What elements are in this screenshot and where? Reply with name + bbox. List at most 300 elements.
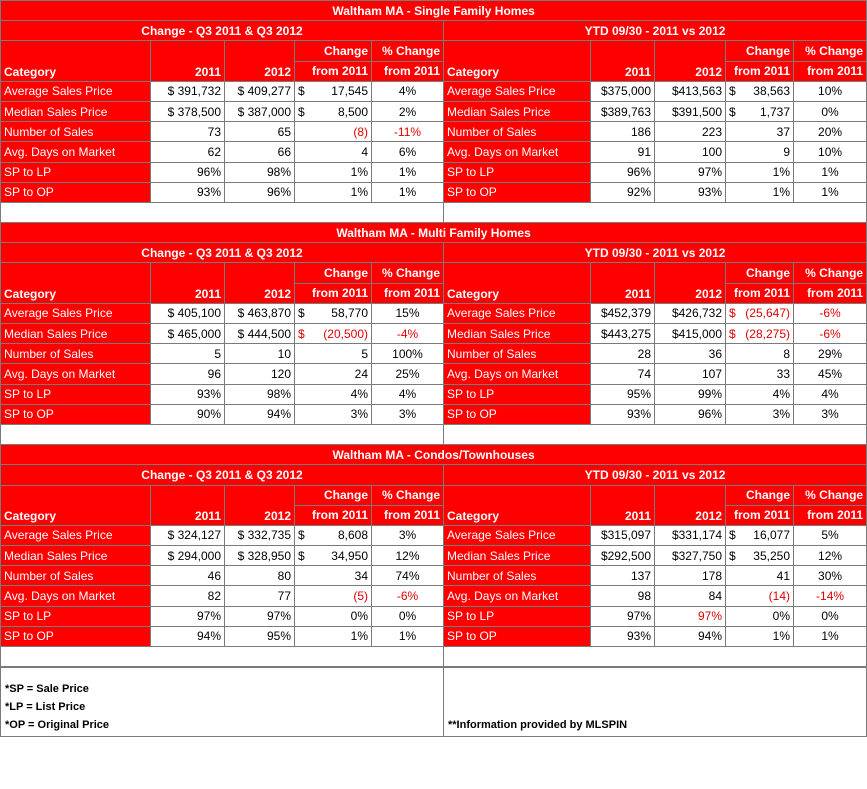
row-label-left: Average Sales Price: [1, 525, 151, 545]
value-2012-right: 36: [655, 344, 726, 364]
pct-change-left: -6%: [372, 586, 444, 606]
row-label-left: SP to LP: [1, 162, 151, 182]
change-left: [295, 182, 372, 202]
pct-change-right: 29%: [794, 344, 867, 364]
value-2012-left: 65: [225, 122, 295, 142]
column-header-pct-change: % Change: [794, 41, 867, 61]
column-header-2012: 2012: [655, 41, 726, 81]
row-label-left: Avg. Days on Market: [1, 586, 151, 606]
change-value: 4: [361, 144, 368, 159]
currency-symbol: $: [298, 326, 305, 341]
pct-change-right: 20%: [794, 122, 867, 142]
value-2012-left: $ 328,950: [225, 546, 295, 566]
change-left: [295, 525, 372, 545]
change-left: [295, 364, 372, 384]
value-2011-left: 96: [151, 364, 225, 384]
row-label-left: SP to LP: [1, 606, 151, 626]
pct-change-left: 2%: [372, 101, 444, 121]
spacer-cell-left: [1, 202, 444, 222]
left-subtitle: Change - Q3 2011 & Q3 2012: [1, 243, 444, 263]
note-lp: *LP = List Price: [5, 701, 86, 714]
value-2011-left: $ 465,000: [151, 324, 225, 344]
pct-change-right: 1%: [794, 626, 867, 646]
value-2012-right: $415,000: [655, 324, 726, 344]
change-value: 41: [776, 568, 790, 583]
value-2011-left: 46: [151, 566, 225, 586]
spacer-cell-left: [1, 647, 444, 667]
column-header-pct-from: from 2011: [794, 505, 867, 525]
pct-change-left: 4%: [372, 81, 444, 101]
right-subtitle: YTD 09/30 - 2011 vs 2012: [444, 465, 867, 485]
value-2012-right: 107: [655, 364, 726, 384]
pct-change-left: 100%: [372, 344, 444, 364]
currency-symbol: $: [729, 84, 736, 99]
change-right: [726, 404, 794, 424]
column-header-category: Category: [444, 263, 591, 303]
value-2011-right: 93%: [591, 626, 655, 646]
column-header-change: Change: [295, 485, 372, 505]
change-value: 1,737: [759, 104, 790, 119]
column-header-change-from: from 2011: [295, 505, 372, 525]
pct-change-left: 25%: [372, 364, 444, 384]
value-2012-left: 96%: [225, 182, 295, 202]
value-2011-left: 82: [151, 586, 225, 606]
change-left: [295, 566, 372, 586]
table-row: [1, 546, 867, 566]
pct-change-left: 0%: [372, 606, 444, 626]
change-value: 34: [354, 568, 368, 583]
column-header-pct-change: % Change: [794, 485, 867, 505]
column-header-2011: 2011: [591, 263, 655, 303]
pct-change-right: -6%: [794, 324, 867, 344]
change-right: [726, 546, 794, 566]
change-value: 9: [783, 144, 790, 159]
pct-change-right: -14%: [794, 586, 867, 606]
change-left: [295, 546, 372, 566]
change-value: 17,545: [331, 84, 368, 99]
change-left: [295, 606, 372, 626]
change-value: (5): [353, 589, 368, 604]
table-row: [1, 182, 867, 202]
column-header-change: Change: [726, 263, 794, 283]
value-2011-left: 62: [151, 142, 225, 162]
change-right: [726, 606, 794, 626]
value-2011-left: 93%: [151, 182, 225, 202]
value-2012-right: 97%: [655, 606, 726, 626]
currency-symbol: $: [729, 528, 736, 543]
change-value: 1%: [350, 629, 368, 644]
table-row: [1, 364, 867, 384]
spacer-cell-right: [444, 202, 867, 222]
row-label-right: SP to OP: [444, 404, 591, 424]
value-2011-right: $452,379: [591, 303, 655, 323]
value-2011-left: $ 378,500: [151, 101, 225, 121]
value-2012-left: $ 409,277: [225, 81, 295, 101]
column-header-2012: 2012: [655, 485, 726, 525]
column-header-2012: 2012: [225, 41, 295, 81]
value-2012-right: 97%: [655, 162, 726, 182]
column-header-category: Category: [444, 41, 591, 81]
column-header-pct-change: % Change: [794, 263, 867, 283]
pct-change-right: 12%: [794, 546, 867, 566]
value-2011-left: $ 391,732: [151, 81, 225, 101]
value-2011-right: $389,763: [591, 101, 655, 121]
change-value: 33: [776, 366, 790, 381]
column-header-pct-change: % Change: [372, 263, 444, 283]
row-label-right: SP to LP: [444, 606, 591, 626]
value-2012-right: 223: [655, 122, 726, 142]
row-label-left: Number of Sales: [1, 566, 151, 586]
row-label-right: Median Sales Price: [444, 546, 591, 566]
column-header-pct-change: % Change: [372, 41, 444, 61]
value-2012-left: 80: [225, 566, 295, 586]
change-right: [726, 303, 794, 323]
pct-change-left: 1%: [372, 626, 444, 646]
pct-change-left: 4%: [372, 384, 444, 404]
change-value: 4%: [772, 387, 790, 402]
currency-symbol: $: [298, 84, 305, 99]
pct-change-left: 6%: [372, 142, 444, 162]
column-header-pct-from: from 2011: [372, 61, 444, 81]
currency-symbol: $: [298, 306, 305, 321]
right-subtitle: YTD 09/30 - 2011 vs 2012: [444, 243, 867, 263]
value-2011-left: $ 294,000: [151, 546, 225, 566]
table-row: [1, 122, 867, 142]
change-value: (25,647): [745, 306, 790, 321]
column-header-2011: 2011: [151, 263, 225, 303]
pct-change-right: 1%: [794, 182, 867, 202]
value-2012-left: 98%: [225, 162, 295, 182]
column-header-category: Category: [1, 485, 151, 525]
change-left: [295, 586, 372, 606]
pct-change-right: 0%: [794, 101, 867, 121]
value-2012-left: $ 444,500: [225, 324, 295, 344]
row-label-right: Average Sales Price: [444, 525, 591, 545]
value-2012-left: 77: [225, 586, 295, 606]
value-2012-right: 84: [655, 586, 726, 606]
column-header-change: Change: [726, 485, 794, 505]
change-value: 34,950: [331, 548, 368, 563]
column-header-category: Category: [1, 263, 151, 303]
value-2011-left: $ 405,100: [151, 303, 225, 323]
column-header-2012: 2012: [225, 263, 295, 303]
column-header-category: Category: [444, 485, 591, 525]
value-2012-left: $ 387,000: [225, 101, 295, 121]
pct-change-left: 74%: [372, 566, 444, 586]
change-left: [295, 101, 372, 121]
value-2012-right: 96%: [655, 404, 726, 424]
pct-change-right: 10%: [794, 142, 867, 162]
value-2011-left: 94%: [151, 626, 225, 646]
value-2011-left: 90%: [151, 404, 225, 424]
row-label-left: Avg. Days on Market: [1, 364, 151, 384]
change-value: 16,077: [753, 528, 790, 543]
change-left: [295, 142, 372, 162]
value-2012-right: $327,750: [655, 546, 726, 566]
row-label-left: SP to OP: [1, 626, 151, 646]
change-left: [295, 626, 372, 646]
change-value: 58,770: [331, 306, 368, 321]
value-2012-right: $426,732: [655, 303, 726, 323]
change-left: [295, 344, 372, 364]
value-2012-right: 100: [655, 142, 726, 162]
row-label-right: Average Sales Price: [444, 303, 591, 323]
change-left: [295, 404, 372, 424]
row-label-left: Number of Sales: [1, 344, 151, 364]
spacer-cell-left: [1, 424, 444, 444]
row-label-right: Avg. Days on Market: [444, 142, 591, 162]
row-label-right: SP to OP: [444, 182, 591, 202]
table-row: [1, 324, 867, 344]
change-right: [726, 182, 794, 202]
pct-change-right: 5%: [794, 525, 867, 545]
table-row: [1, 81, 867, 101]
currency-symbol: $: [298, 528, 305, 543]
pct-change-left: 3%: [372, 404, 444, 424]
pct-change-left: -11%: [372, 122, 444, 142]
column-header-change-from: from 2011: [726, 61, 794, 81]
pct-change-right: 30%: [794, 566, 867, 586]
column-header-category: Category: [1, 41, 151, 81]
value-2011-right: 95%: [591, 384, 655, 404]
value-2011-right: 93%: [591, 404, 655, 424]
value-2011-right: $443,275: [591, 324, 655, 344]
change-right: [726, 162, 794, 182]
change-value: (20,500): [323, 326, 368, 341]
row-label-right: Number of Sales: [444, 122, 591, 142]
column-header-change-from: from 2011: [726, 283, 794, 303]
change-right: [726, 364, 794, 384]
row-label-left: Median Sales Price: [1, 546, 151, 566]
row-label-left: Number of Sales: [1, 122, 151, 142]
table-row: [1, 101, 867, 121]
table-row: [1, 142, 867, 162]
change-value: 8: [783, 346, 790, 361]
currency-symbol: $: [729, 326, 736, 341]
column-header-pct-from: from 2011: [794, 283, 867, 303]
column-header-pct-change: % Change: [372, 485, 444, 505]
value-2012-left: 98%: [225, 384, 295, 404]
change-right: [726, 142, 794, 162]
spacer-cell-right: [444, 647, 867, 667]
row-label-left: Avg. Days on Market: [1, 142, 151, 162]
row-label-left: Average Sales Price: [1, 303, 151, 323]
value-2012-right: 93%: [655, 182, 726, 202]
value-2011-right: 98: [591, 586, 655, 606]
change-left: [295, 162, 372, 182]
value-2011-left: 96%: [151, 162, 225, 182]
currency-symbol: $: [729, 306, 736, 321]
value-2011-right: 97%: [591, 606, 655, 626]
value-2012-right: $413,563: [655, 81, 726, 101]
table-row: [1, 606, 867, 626]
table-row: [1, 404, 867, 424]
change-value: 35,250: [753, 548, 790, 563]
change-value: 1%: [350, 165, 368, 180]
pct-change-left: -4%: [372, 324, 444, 344]
column-header-pct-from: from 2011: [794, 61, 867, 81]
note-sp: *SP = Sale Price: [5, 683, 89, 696]
change-right: [726, 81, 794, 101]
column-header-2011: 2011: [151, 41, 225, 81]
value-2012-left: 97%: [225, 606, 295, 626]
left-subtitle: Change - Q3 2011 & Q3 2012: [1, 465, 444, 485]
value-2011-left: 97%: [151, 606, 225, 626]
change-value: 1%: [772, 185, 790, 200]
column-header-2011: 2011: [591, 485, 655, 525]
table-row: [1, 626, 867, 646]
pct-change-left: 12%: [372, 546, 444, 566]
change-right: [726, 626, 794, 646]
footer: [0, 667, 867, 737]
column-header-change-from: from 2011: [726, 505, 794, 525]
column-header-pct-from: from 2011: [372, 283, 444, 303]
row-label-right: SP to LP: [444, 384, 591, 404]
change-value: 4%: [350, 387, 368, 402]
column-header-2012: 2012: [655, 263, 726, 303]
column-header-2011: 2011: [151, 485, 225, 525]
value-2012-left: 120: [225, 364, 295, 384]
change-value: 3%: [772, 407, 790, 422]
change-right: [726, 344, 794, 364]
change-value: 37: [776, 124, 790, 139]
change-value: 1%: [350, 185, 368, 200]
pct-change-left: 1%: [372, 182, 444, 202]
row-label-right: Number of Sales: [444, 566, 591, 586]
section-title: Waltham MA - Multi Family Homes: [1, 223, 867, 243]
value-2012-left: 66: [225, 142, 295, 162]
row-label-left: Median Sales Price: [1, 324, 151, 344]
change-value: 0%: [772, 609, 790, 624]
table-row: [1, 162, 867, 182]
change-value: 0%: [350, 609, 368, 624]
value-2012-left: 95%: [225, 626, 295, 646]
pct-change-right: 3%: [794, 404, 867, 424]
value-2012-left: 94%: [225, 404, 295, 424]
pct-change-right: 0%: [794, 606, 867, 626]
spacer-cell-right: [444, 424, 867, 444]
column-header-2012: 2012: [225, 485, 295, 525]
change-right: [726, 566, 794, 586]
value-2012-right: $391,500: [655, 101, 726, 121]
change-value: (8): [353, 124, 368, 139]
column-header-change-from: from 2011: [295, 283, 372, 303]
change-value: (28,275): [745, 326, 790, 341]
change-right: [726, 525, 794, 545]
column-header-change: Change: [726, 41, 794, 61]
row-label-right: SP to OP: [444, 626, 591, 646]
change-left: [295, 303, 372, 323]
change-left: [295, 122, 372, 142]
table-row: [1, 525, 867, 545]
pct-change-right: 10%: [794, 81, 867, 101]
value-2011-right: 91: [591, 142, 655, 162]
value-2011-right: $292,500: [591, 546, 655, 566]
value-2012-left: $ 463,870: [225, 303, 295, 323]
currency-symbol: $: [298, 548, 305, 563]
pct-change-right: 1%: [794, 162, 867, 182]
value-2011-right: 137: [591, 566, 655, 586]
value-2012-right: 99%: [655, 384, 726, 404]
change-value: (14): [768, 589, 790, 604]
change-left: [295, 384, 372, 404]
pct-change-right: -6%: [794, 303, 867, 323]
change-right: [726, 586, 794, 606]
section-title: Waltham MA - Condos/Townhouses: [1, 445, 867, 465]
currency-symbol: $: [298, 104, 305, 119]
footer-source-cell: [444, 668, 867, 737]
note-op: *OP = Original Price: [5, 719, 110, 732]
value-2011-right: 92%: [591, 182, 655, 202]
table-row: [1, 384, 867, 404]
row-label-right: Median Sales Price: [444, 324, 591, 344]
currency-symbol: $: [729, 548, 736, 563]
value-2011-left: 5: [151, 344, 225, 364]
currency-symbol: $: [729, 104, 736, 119]
row-label-left: SP to OP: [1, 182, 151, 202]
column-header-pct-from: from 2011: [372, 505, 444, 525]
change-value: 8,500: [337, 104, 368, 119]
row-label-right: Avg. Days on Market: [444, 586, 591, 606]
left-subtitle: Change - Q3 2011 & Q3 2012: [1, 21, 444, 41]
value-2011-right: 96%: [591, 162, 655, 182]
column-header-change: Change: [295, 41, 372, 61]
table-row: [1, 586, 867, 606]
column-header-change-from: from 2011: [295, 61, 372, 81]
change-left: [295, 81, 372, 101]
pct-change-left: 3%: [372, 525, 444, 545]
value-2011-left: 93%: [151, 384, 225, 404]
row-label-right: Number of Sales: [444, 344, 591, 364]
column-header-2011: 2011: [591, 41, 655, 81]
pct-change-right: 45%: [794, 364, 867, 384]
change-right: [726, 122, 794, 142]
value-2011-right: 74: [591, 364, 655, 384]
row-label-left: Average Sales Price: [1, 81, 151, 101]
table-row: [1, 566, 867, 586]
value-2012-right: $331,174: [655, 525, 726, 545]
table-row: [1, 344, 867, 364]
change-value: 38,563: [753, 84, 790, 99]
change-right: [726, 101, 794, 121]
row-label-left: Median Sales Price: [1, 101, 151, 121]
value-2011-left: 73: [151, 122, 225, 142]
value-2012-left: 10: [225, 344, 295, 364]
value-2011-right: $315,097: [591, 525, 655, 545]
change-left: [295, 324, 372, 344]
change-value: 24: [354, 366, 368, 381]
row-label-right: Average Sales Price: [444, 81, 591, 101]
right-subtitle: YTD 09/30 - 2011 vs 2012: [444, 21, 867, 41]
row-label-left: SP to LP: [1, 384, 151, 404]
pct-change-right: 4%: [794, 384, 867, 404]
value-2011-right: 186: [591, 122, 655, 142]
value-2012-right: 178: [655, 566, 726, 586]
value-2011-right: 28: [591, 344, 655, 364]
pct-change-left: 1%: [372, 162, 444, 182]
value-2012-left: $ 332,735: [225, 525, 295, 545]
row-label-right: Median Sales Price: [444, 101, 591, 121]
change-value: 5: [361, 346, 368, 361]
value-2011-right: $375,000: [591, 81, 655, 101]
source-note: **Information provided by MLSPIN: [448, 719, 628, 732]
value-2011-left: $ 324,127: [151, 525, 225, 545]
row-label-right: Avg. Days on Market: [444, 364, 591, 384]
row-label-left: SP to OP: [1, 404, 151, 424]
section-title: Waltham MA - Single Family Homes: [1, 1, 867, 21]
change-value: 8,608: [337, 528, 368, 543]
row-label-right: SP to LP: [444, 162, 591, 182]
